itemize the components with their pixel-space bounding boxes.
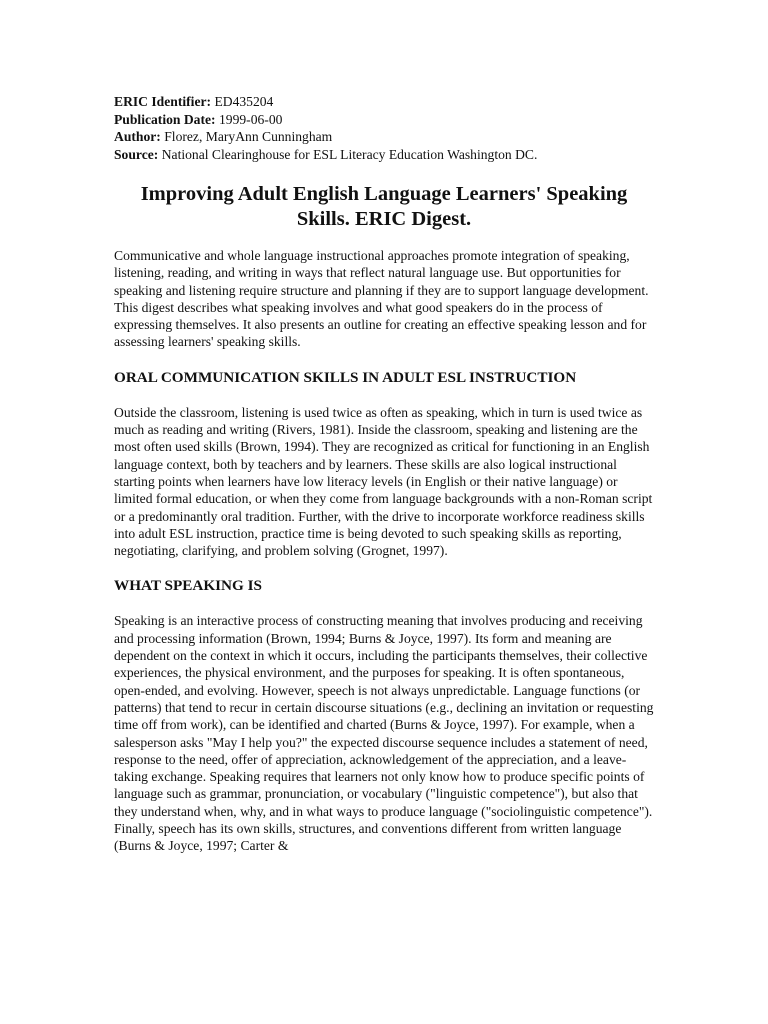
document-title: Improving Adult English Language Learners' Speaking Skills. ERIC Digest.	[140, 183, 628, 230]
eric-identifier-value: ED435204	[214, 94, 274, 109]
author-line	[114, 128, 654, 146]
eric-identifier-label: ERIC Identifier:	[114, 94, 212, 109]
author-label: Author:	[114, 129, 161, 144]
section-heading-what-speaking-is: WHAT SPEAKING IS	[114, 577, 262, 595]
source-value: National Clearinghouse for ESL Literacy Education Washington DC.	[161, 146, 538, 162]
source-label: Source:	[114, 146, 159, 162]
section-paragraph-oral-communication: Outside the classroom, listening is used twice as often as speaking, which in turn is used twice as much as reading and writing (Rivers, 1981). Inside the classroom, speaking and listening are the most often used skills (Brown, 1994). They are recognized as critical for functioning in an English language context, both by teachers and by learners. These skills are also logical instructional starting points when learners have low literacy levels (in English or their native language) or limited formal education, or when they come from language backgrounds with a non-Roman script or a predominantly oral tradition. Further, with the drive to incorporate workforce readiness skills into adult ESL instruction, practice time is being devoted to such speaking skills as reporting, negotiating, clarifying, and problem solving (Grognet, 1997).	[114, 404, 653, 559]
publication-date-value: 1999-06-00	[218, 111, 283, 127]
eric-identifier-line	[114, 93, 654, 111]
source-line	[114, 146, 654, 164]
metadata-block	[114, 93, 654, 163]
section-heading-oral-communication: ORAL COMMUNICATION SKILLS IN ADULT ESL INSTRUCTION	[114, 368, 577, 386]
intro-paragraph: Communicative and whole language instructional approaches promote integration of speaking, listening, reading, and writing in ways that reflect natural language use. But opportunities for speaking and listening require structure and planning if they are to support language development. This digest describes what speaking involves and what good speakers do in the process of expressing themselves. It also presents an outline for creating an effective speaking lesson and for assessing learners' speaking skills.	[114, 248, 649, 350]
document-page	[114, 93, 654, 855]
section-paragraph-what-speaking-is: Speaking is an interactive process of constructing meaning that involves producing and receiving and processing information (Brown, 1994; Burns & Joyce, 1997). Its form and meaning are dependent on the context in which it occurs, including the participants themselves, their collective experiences, the physical environment, and the purposes for speaking. It is often spontaneous, open-ended, and evolving. However, speech is not always unpredictable. Language functions (or patterns) that tend to recur in certain discourse situations (e.g., declining an invitation or requesting time off from work), can be identified and charted (Burns & Joyce, 1997). For example, when a salesperson asks "May I help you?" the expected discourse sequence includes a statement of need, response to the need, offer of appreciation, acknowledgement of the appreciation, and a leave-taking exchange. Speaking requires that learners not only know how to produce specific points of language such as grammar, pronunciation, or vocabulary ("linguistic competence"), but also that they understand when, why, and in what ways to produce language ("sociolinguistic competence"). Finally, speech has its own skills, structures, and conventions different from written language (Burns & Joyce, 1997; Carter &	[114, 613, 654, 854]
author-value: Florez, MaryAnn Cunningham	[164, 129, 333, 144]
publication-date-line	[114, 111, 654, 129]
publication-date-label: Publication Date:	[114, 111, 216, 127]
